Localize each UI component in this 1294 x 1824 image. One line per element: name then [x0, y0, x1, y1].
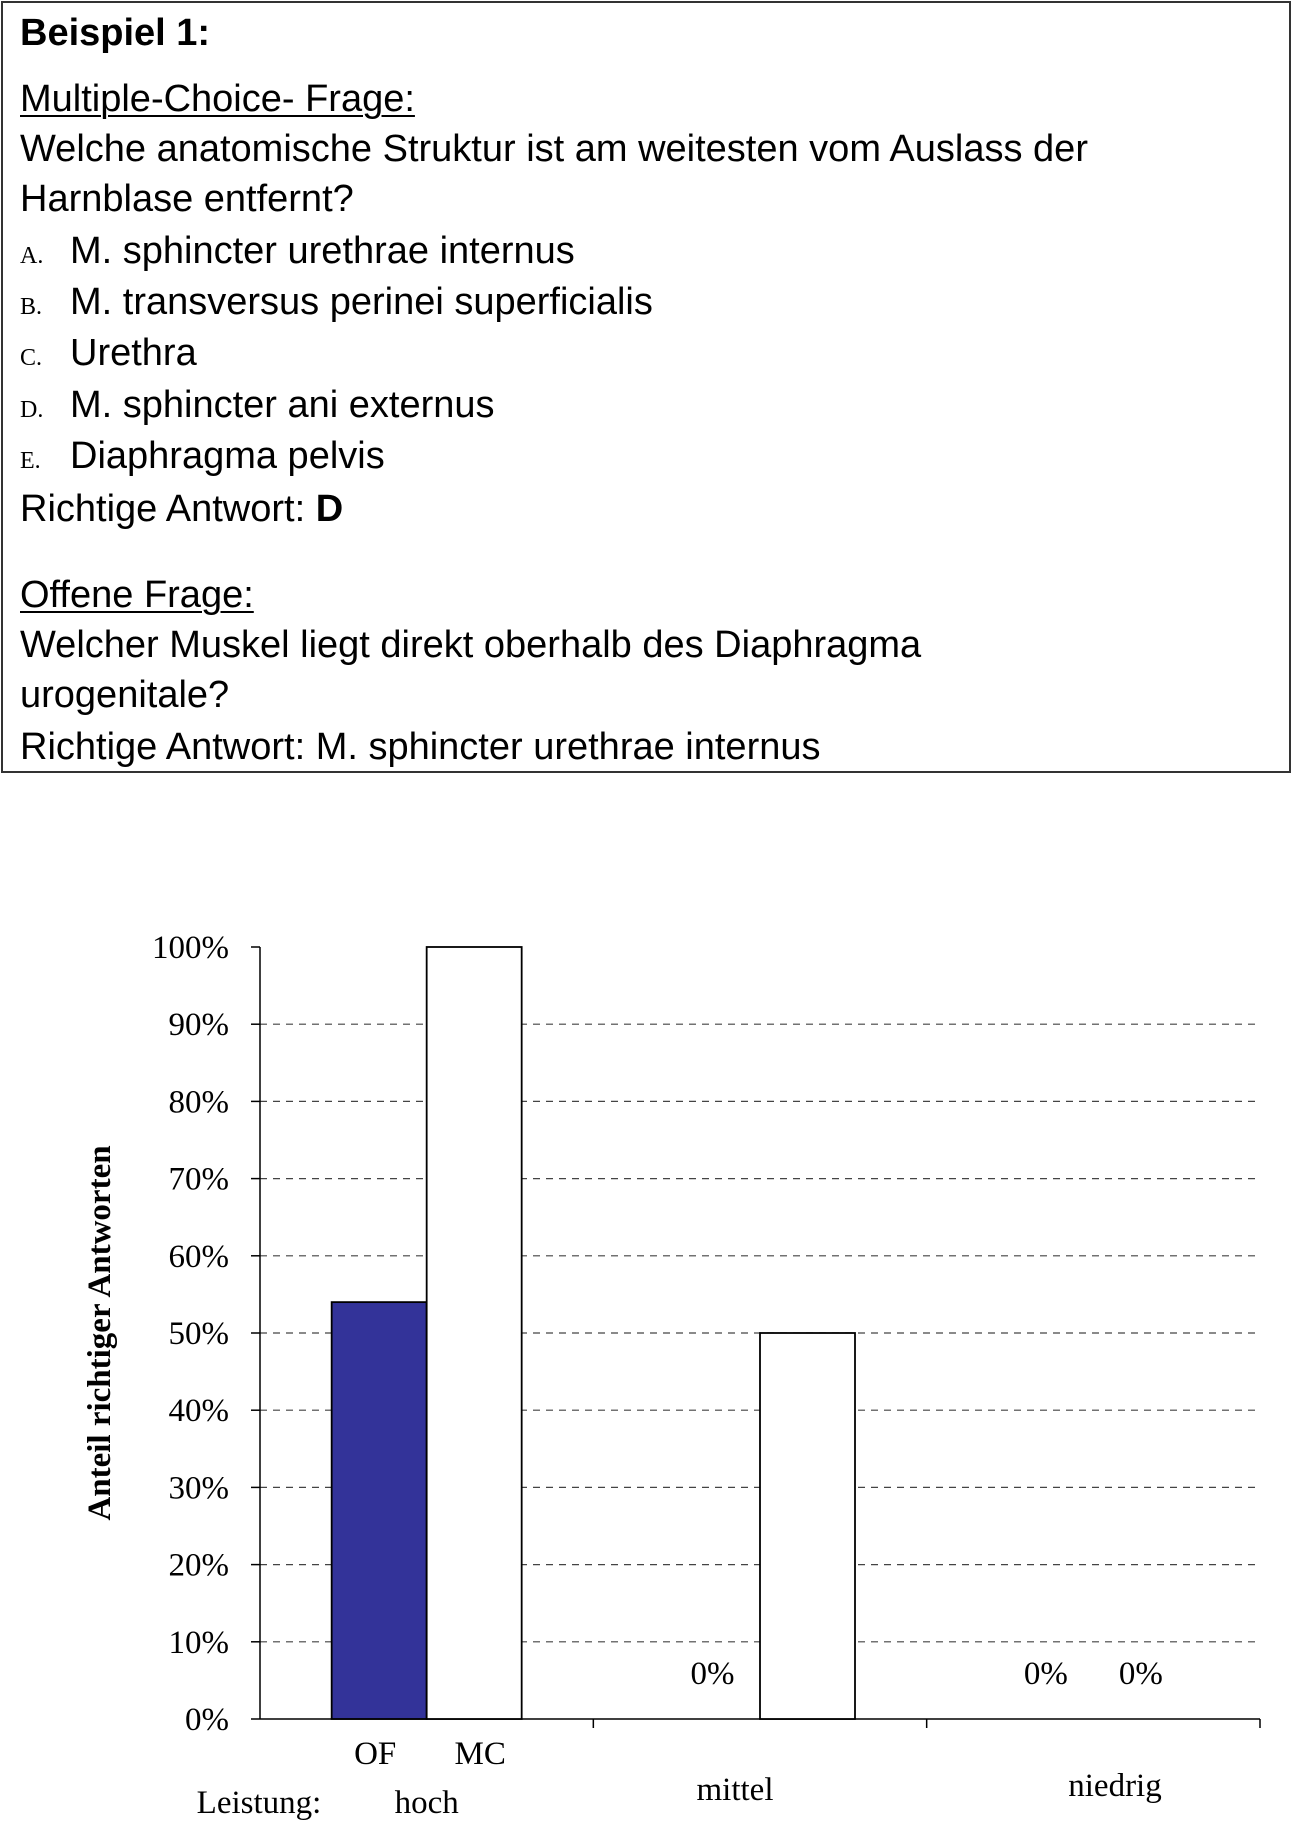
- y-tick-label: 80%: [168, 1084, 229, 1121]
- option-text: Urethra: [70, 332, 197, 374]
- data-label: 0%: [1023, 1656, 1068, 1692]
- mc-question-line-2: Harnblase entfernt?: [20, 178, 354, 220]
- option-letter: B.: [20, 294, 43, 320]
- series-label: OF: [354, 1736, 397, 1772]
- bar-mc-hoch: [427, 947, 522, 1719]
- series-label: MC: [454, 1736, 506, 1772]
- y-tick-label: 60%: [168, 1238, 229, 1275]
- mc-question-line-1: Welche anatomische Struktur ist am weitesten vom Auslass der: [20, 128, 1088, 170]
- y-tick-label: 20%: [168, 1547, 229, 1584]
- x-axis-label: Leistung:: [196, 1785, 322, 1821]
- y-tick-label: 50%: [168, 1316, 229, 1352]
- open-question-line-2: urogenitale?: [20, 674, 230, 716]
- option-text: M. sphincter ani externus: [70, 384, 495, 426]
- y-tick-label: 90%: [168, 1007, 229, 1044]
- y-tick-label: 100%: [152, 930, 229, 966]
- y-tick-label: 30%: [168, 1470, 229, 1507]
- option-letter: A.: [20, 243, 44, 269]
- open-question-line-1: Welcher Muskel liegt direkt oberhalb des Diaphragma: [20, 624, 922, 666]
- bar-mc-mittel: [760, 1333, 855, 1719]
- option-letter: E.: [20, 448, 41, 474]
- mc-answer-prefix: Richtige Antwort:: [20, 488, 316, 530]
- data-label: 0%: [690, 1656, 735, 1692]
- open-heading: Offene Frage:: [20, 574, 254, 616]
- option-letter: C.: [20, 345, 43, 371]
- bar-of-hoch: [332, 1302, 427, 1719]
- data-label: 0%: [1118, 1656, 1163, 1692]
- y-tick-label: 40%: [168, 1393, 229, 1430]
- open-answer: Richtige Antwort: M. sphincter urethrae internus: [20, 726, 821, 768]
- option-text: M. sphincter urethrae internus: [70, 230, 575, 272]
- option-text: Diaphragma pelvis: [70, 435, 385, 477]
- y-tick-label: 0%: [185, 1702, 229, 1738]
- y-axis-label: Anteil richtiger Antworten: [82, 1145, 118, 1521]
- mc-heading: Multiple-Choice- Frage:: [20, 78, 415, 120]
- option-letter: D.: [20, 397, 44, 423]
- category-label: mittel: [696, 1772, 774, 1808]
- example-title: Beispiel 1:: [20, 12, 211, 54]
- category-label: hoch: [394, 1785, 459, 1821]
- mc-answer-value: D: [315, 488, 344, 530]
- y-tick-label: 10%: [168, 1624, 229, 1661]
- y-tick-label: 70%: [168, 1161, 229, 1198]
- category-label: niedrig: [1068, 1768, 1162, 1804]
- option-text: M. transversus perinei superficialis: [70, 281, 653, 323]
